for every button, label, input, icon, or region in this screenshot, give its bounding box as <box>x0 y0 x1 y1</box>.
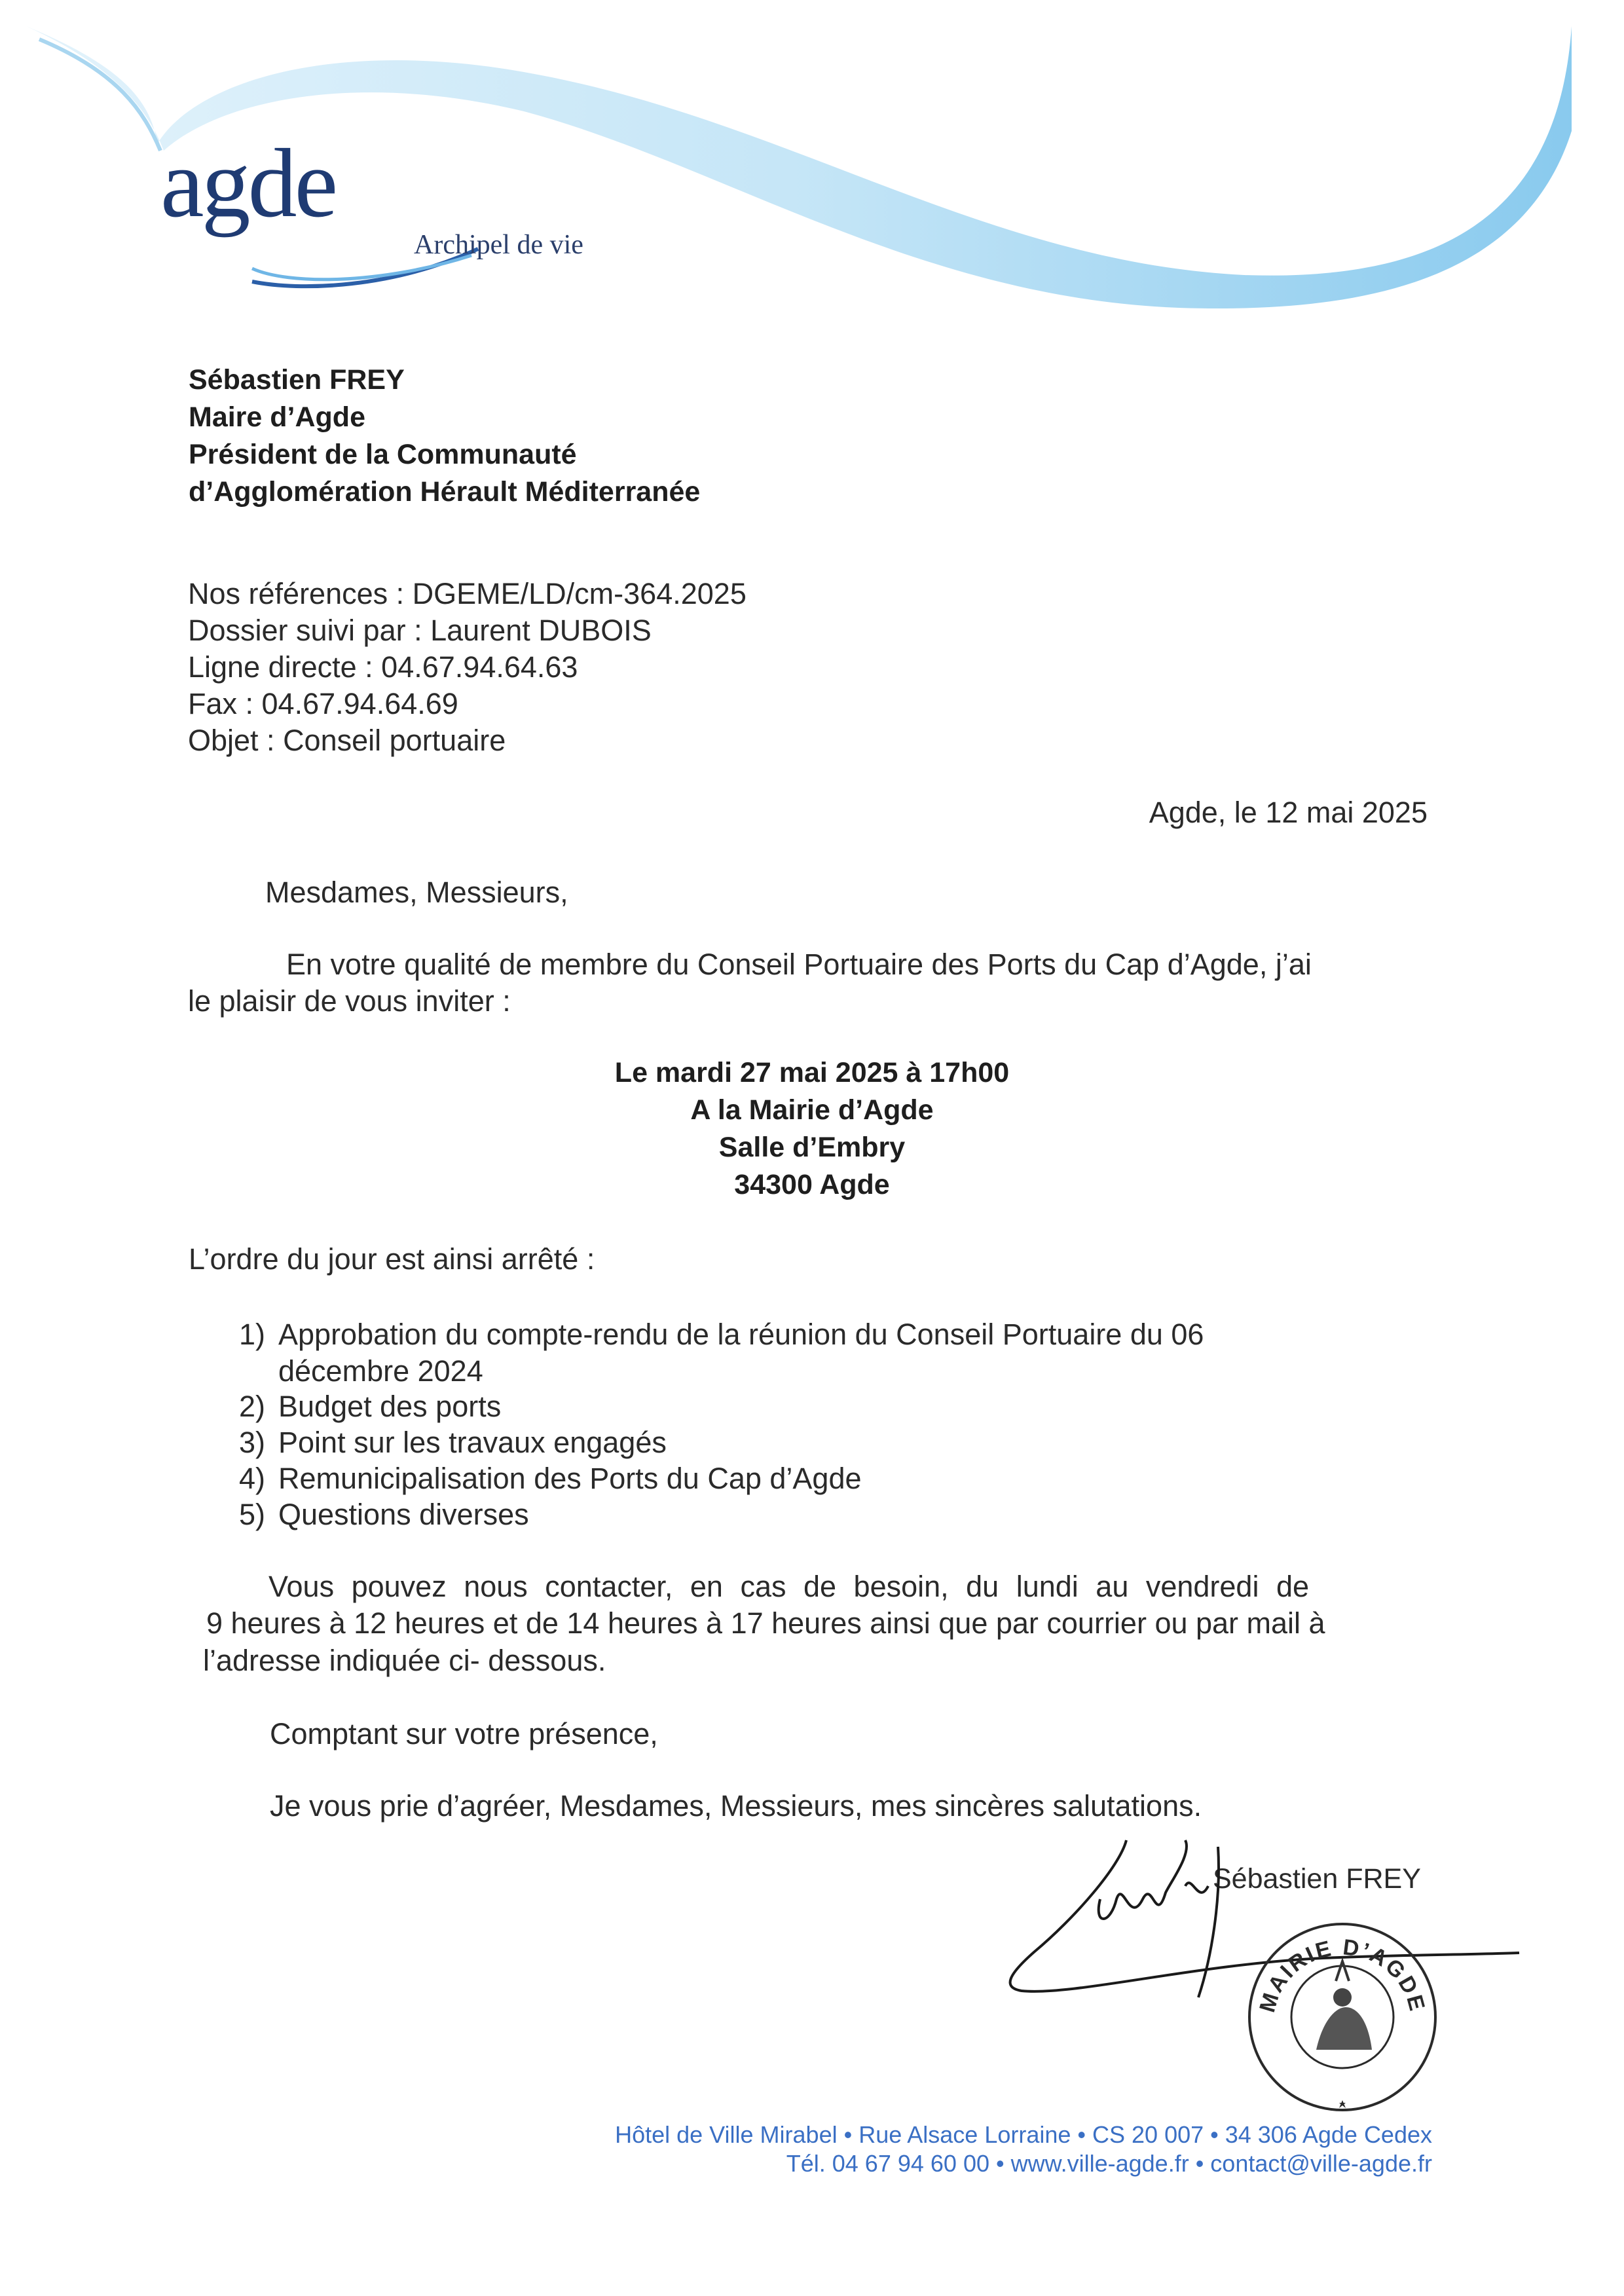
meeting-when: Le mardi 27 mai 2025 à 17h00 <box>614 1057 1010 1088</box>
sender-role-3: d’Agglomération Hérault Méditerranée <box>189 476 701 508</box>
agenda-item-number: 4) <box>238 1462 265 1495</box>
sender-name: Sébastien FREY <box>189 364 405 396</box>
ref-dossier: Dossier suivi par : Laurent DUBOIS <box>188 614 652 647</box>
contact-line-1: Vous pouvez nous contacter, en cas de besoin, du lundi au vendredi de <box>268 1570 1310 1603</box>
agenda-item-label: Remunicipalisation des Ports du Cap d’Agde <box>278 1462 862 1495</box>
agenda-item-number: 5) <box>238 1498 265 1531</box>
intro-line-1: En votre qualité de membre du Conseil Portuaire des Ports du Cap d’Agde, j’ai <box>286 948 1312 981</box>
stamp-text: MAIRIE D’AGDE <box>1255 1935 1430 2016</box>
salutation: Mesdames, Messieurs, <box>265 876 568 909</box>
agenda-item <box>226 1388 1431 1425</box>
agenda-item-label: Questions diverses <box>278 1498 529 1531</box>
agenda-item-label: Budget des ports <box>278 1390 502 1423</box>
references-block <box>188 576 747 759</box>
meeting-where: A la Mairie d’Agde <box>690 1094 934 1126</box>
contact-line-2: 9 heures à 12 heures et de 14 heures à 17 heures ainsi que par courrier ou par mail à <box>206 1606 1325 1640</box>
meeting-block <box>485 1054 1139 1204</box>
contact-line-3: l’adresse indiquée ci- dessous. <box>203 1644 606 1677</box>
agenda-item <box>226 1460 1431 1497</box>
agenda-item-label: Approbation du compte-rendu de la réunion du Conseil Portuaire du 06 <box>278 1318 1204 1351</box>
agenda-item-number: 3) <box>238 1426 265 1459</box>
agenda-item <box>226 1424 1431 1461</box>
official-stamp <box>1238 1909 1447 2119</box>
closing-salutations: Je vous prie d’agréer, Mesdames, Messieurs, mes sincères salutations. <box>270 1789 1202 1823</box>
ref-subject: Objet : Conseil portuaire <box>188 724 506 757</box>
sender-block <box>189 361 700 511</box>
sender-role-2: Président de la Communauté <box>189 439 577 470</box>
footer-address: Hôtel de Ville Mirabel • Rue Alsace Lorraine • CS 20 007 • 34 306 Agde Cedex <box>615 2121 1432 2148</box>
footer-contact: Tél. 04 67 94 60 00 • www.ville-agde.fr • contact@ville-agde.fr <box>786 2150 1432 2177</box>
agenda-item-label: Point sur les travaux engagés <box>278 1426 667 1459</box>
signature-name: Sébastien FREY <box>1213 1863 1421 1895</box>
agenda-item-label-cont: décembre 2024 <box>278 1354 483 1388</box>
agde-logo: agde <box>160 129 336 238</box>
agenda-title: L’ordre du jour est ainsi arrêté : <box>189 1242 595 1276</box>
stamp-seal-icon <box>1238 1909 1447 2119</box>
sender-role-1: Maire d’Agde <box>189 401 365 433</box>
intro-line-2: le plaisir de vous inviter : <box>188 984 511 1018</box>
agenda-item-number: 1) <box>238 1318 265 1351</box>
meeting-room: Salle d’Embry <box>718 1132 906 1163</box>
closing-presence: Comptant sur votre présence, <box>270 1717 658 1750</box>
ref-direct-line: Ligne directe : 04.67.94.64.63 <box>188 650 578 684</box>
ref-number: Nos références : DGEME/LD/cm-364.2025 <box>188 577 747 610</box>
agenda-item-number: 2) <box>238 1390 265 1423</box>
date-line: Agde, le 12 mai 2025 <box>1149 796 1428 829</box>
ref-fax: Fax : 04.67.94.64.69 <box>188 687 458 720</box>
footer-address-block <box>615 2120 1432 2178</box>
logo-tagline: Archipel de vie <box>414 230 583 260</box>
agenda-item <box>226 1316 1431 1390</box>
agenda-item <box>226 1496 1431 1533</box>
meeting-city: 34300 Agde <box>734 1169 890 1200</box>
